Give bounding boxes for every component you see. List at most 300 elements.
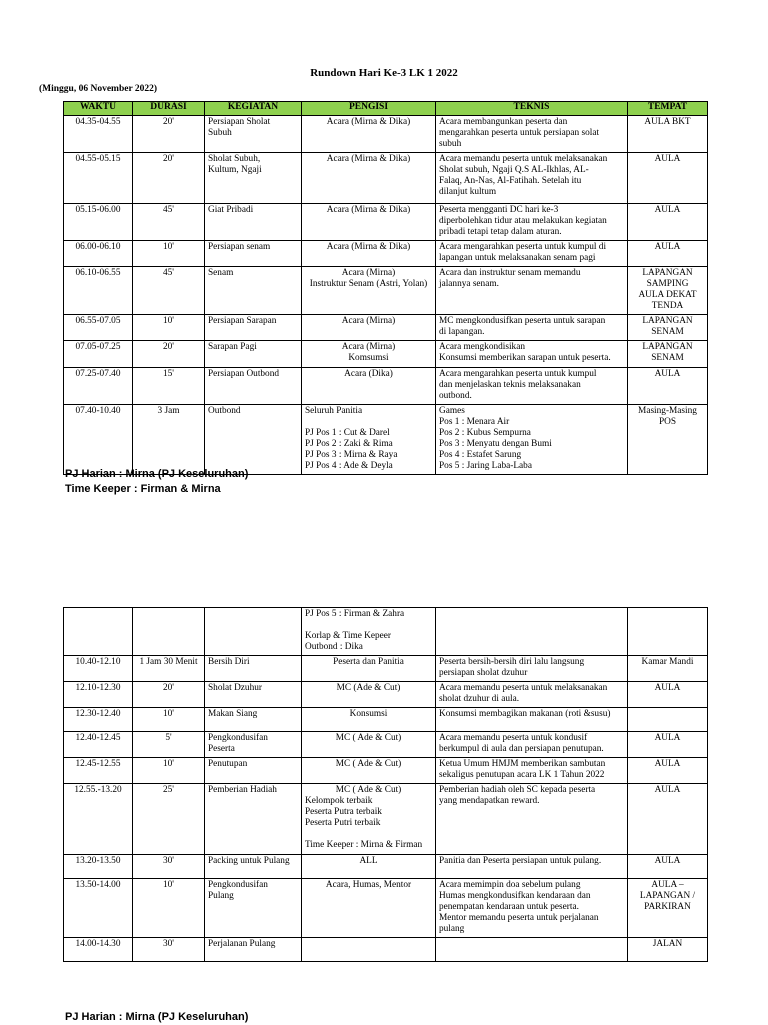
tempat-cell-line: AULA	[654, 205, 681, 215]
table-row	[64, 855, 708, 879]
kegiatan-cell	[205, 204, 302, 241]
teknis-cell	[436, 241, 628, 267]
kegiatan-cell-line: Sholat Dzuhur	[208, 683, 262, 693]
tempat-cell	[628, 608, 708, 656]
kegiatan-cell	[205, 315, 302, 341]
teknis-cell-line: sekaligus penutupan acara LK 1 Tahun 2022	[439, 770, 605, 780]
kegiatan-cell	[205, 855, 302, 879]
kegiatan-cell	[205, 241, 302, 267]
durasi-cell-text: 30'	[163, 939, 174, 949]
teknis-cell-line: Pemberian hadiah oleh SC kepada peserta	[439, 785, 596, 795]
teknis-cell-line: lapangan untuk melaksanakan senam pagi	[439, 253, 596, 263]
pengisi-cell-line: Acara (Mirna)	[341, 268, 396, 278]
kegiatan-cell	[205, 656, 302, 682]
pengisi-cell-line: MC ( Ade & Cut)	[335, 759, 402, 769]
teknis-cell-line: Humas mengkondusifkan kendaraan dan	[439, 891, 591, 901]
header-teknis: TEKNIS	[436, 102, 628, 116]
durasi-cell	[133, 608, 205, 656]
pengisi-cell-line: MC (Ade & Cut)	[336, 683, 401, 693]
tempat-cell	[628, 116, 708, 153]
teknis-cell-line: Sholat subuh, Ngaji Q.S AL-Ikhlas, AL-	[439, 165, 589, 175]
durasi-cell-text: 10'	[163, 880, 174, 890]
durasi-cell-text: 20'	[163, 154, 174, 164]
rundown-table-1	[63, 101, 708, 475]
durasi-cell	[133, 758, 205, 784]
pengisi-detail-line: PJ Pos 3 : Mirna & Raya	[305, 450, 398, 460]
kegiatan-cell	[205, 708, 302, 732]
tempat-cell	[628, 708, 708, 732]
teknis-cell-line: Ketua Umum HMJM memberikan sambutan	[439, 759, 606, 769]
durasi-cell-text: 15'	[163, 369, 174, 379]
pengisi-detail-line	[305, 417, 432, 428]
durasi-cell-text: 10'	[163, 316, 174, 326]
pengisi-cell-line: MC ( Ade & Cut)	[335, 733, 402, 743]
waktu-cell	[64, 116, 133, 153]
kegiatan-cell	[205, 608, 302, 656]
table-header-row	[64, 102, 708, 116]
tempat-cell-line: Kamar Mandi	[641, 657, 694, 667]
teknis-cell-line: persiapan sholat dzuhur	[439, 668, 528, 678]
header-waktu: WAKTU	[64, 102, 133, 116]
waktu-cell-text: 12.30-12.40	[75, 709, 121, 719]
kegiatan-cell	[205, 267, 302, 315]
waktu-cell-text: 06.55-07.05	[75, 316, 121, 326]
pengisi-cell-line: Peserta dan Panitia	[333, 657, 404, 667]
teknis-cell	[436, 204, 628, 241]
waktu-cell	[64, 855, 133, 879]
pengisi-cell	[302, 341, 436, 368]
durasi-cell-text: 5'	[165, 733, 172, 743]
tempat-cell-line: JALAN	[652, 939, 683, 949]
tempat-cell-line: AULA	[654, 785, 681, 795]
tempat-cell	[628, 855, 708, 879]
table-row	[64, 708, 708, 732]
durasi-cell-text: 30'	[163, 856, 174, 866]
teknis-cell-line: diperbolehkan tidur atau melakukan kegiatan	[439, 216, 607, 226]
teknis-cell-line: Pos 2 : Kubus Sempurna	[439, 428, 531, 438]
tempat-cell-line: AULA	[654, 759, 681, 769]
teknis-cell-line: Acara memandu peserta untuk melaksanakan	[439, 154, 608, 164]
tempat-cell-line: AULA	[654, 154, 681, 164]
tempat-cell	[628, 315, 708, 341]
pengisi-cell	[302, 116, 436, 153]
teknis-cell	[436, 758, 628, 784]
waktu-cell-text: 07.25-07.40	[75, 369, 121, 379]
pengisi-cell	[302, 682, 436, 708]
waktu-cell	[64, 405, 133, 475]
waktu-cell	[64, 732, 133, 758]
pengisi-cell	[302, 758, 436, 784]
teknis-cell	[436, 682, 628, 708]
time-keeper-label: Time Keeper : Firman & Mirna	[65, 483, 221, 495]
kegiatan-cell-line: Pengkondusifan	[208, 880, 268, 890]
durasi-cell	[133, 368, 205, 405]
waktu-cell	[64, 879, 133, 938]
waktu-cell	[64, 758, 133, 784]
tempat-cell	[628, 241, 708, 267]
table-row	[64, 758, 708, 784]
tempat-cell-line: AULA –	[651, 880, 684, 890]
kegiatan-cell-line: Outbond	[208, 406, 241, 416]
kegiatan-cell-line: Packing untuk Pulang	[208, 856, 290, 866]
kegiatan-cell-line: Kultum, Ngaji	[208, 165, 262, 175]
tempat-cell-line: AULA DEKAT	[638, 290, 697, 300]
durasi-cell	[133, 732, 205, 758]
kegiatan-cell-line: Bersih Diri	[208, 657, 250, 667]
table-row	[64, 879, 708, 938]
durasi-cell-text: 45'	[163, 268, 174, 278]
durasi-cell-text: 20'	[163, 342, 174, 352]
teknis-cell-line: outbond.	[439, 391, 472, 401]
pengisi-detail-line	[305, 620, 432, 631]
durasi-cell	[133, 682, 205, 708]
pj-block-1	[65, 467, 248, 497]
tempat-cell	[628, 368, 708, 405]
teknis-cell-line: pribadi tetapi tetap dalam aturan.	[439, 227, 562, 237]
waktu-cell-text: 12.40-12.45	[75, 733, 121, 743]
tempat-cell-line: AULA	[654, 369, 681, 379]
teknis-cell-line: dan menjelaskan teknis melaksanakan	[439, 380, 581, 390]
kegiatan-cell-line: Perjalanan Pulang	[208, 939, 276, 949]
teknis-cell-line: Acara mengarahkan peserta untuk kumpul di	[439, 242, 607, 252]
teknis-cell-line: Pos 4 : Estafet Sarung	[439, 450, 522, 460]
table-row	[64, 656, 708, 682]
waktu-cell	[64, 241, 133, 267]
waktu-cell	[64, 341, 133, 368]
tempat-cell	[628, 153, 708, 204]
teknis-cell-line: sholat dzuhur di aula.	[439, 694, 520, 704]
tempat-cell-line: PARKIRAN	[644, 902, 691, 912]
pengisi-cell-line: Konsumsi	[349, 709, 388, 719]
durasi-cell	[133, 204, 205, 241]
waktu-cell	[64, 153, 133, 204]
pengisi-cell-line: MC ( Ade & Cut)	[335, 785, 402, 795]
tempat-cell-line: POS	[658, 417, 677, 427]
waktu-cell-text: 12.10-12.30	[75, 683, 121, 693]
kegiatan-cell	[205, 368, 302, 405]
teknis-cell-line: pulang	[439, 924, 465, 934]
tempat-cell-line: SENAM	[651, 353, 684, 363]
teknis-cell-line: Konsumsi membagikan makanan (roti &susu)	[439, 709, 611, 719]
tempat-cell-line: SENAM	[651, 327, 684, 337]
header-kegiatan: KEGIATAN	[205, 102, 302, 116]
pengisi-cell	[302, 608, 436, 656]
kegiatan-cell	[205, 879, 302, 938]
waktu-cell-text: 12.55.-13.20	[74, 785, 122, 795]
waktu-cell	[64, 656, 133, 682]
table-row	[64, 204, 708, 241]
pengisi-detail-line: PJ Pos 5 : Firman & Zahra	[305, 609, 405, 619]
teknis-cell-line: Acara dan instruktur senam memandu	[439, 268, 581, 278]
tempat-cell-line: LAPANGAN	[642, 316, 693, 326]
tempat-cell-line: AULA	[654, 733, 681, 743]
teknis-cell-line: penempatan kendaraan untuk peserta.	[439, 902, 579, 912]
teknis-cell-line: jalannya senam.	[439, 279, 499, 289]
teknis-cell-line: berkumpul di aula dan persiapan penutupan.	[439, 744, 604, 754]
header-tempat: TEMPAT	[628, 102, 708, 116]
teknis-cell	[436, 608, 628, 656]
pengisi-detail-line: Korlap & Time Kepeer	[305, 631, 391, 641]
durasi-cell-text: 10'	[163, 709, 174, 719]
kegiatan-cell	[205, 784, 302, 855]
table-row	[64, 608, 708, 656]
pengisi-cell	[302, 708, 436, 732]
durasi-cell	[133, 855, 205, 879]
waktu-cell	[64, 938, 133, 962]
table-row	[64, 241, 708, 267]
durasi-cell	[133, 315, 205, 341]
kegiatan-cell-line: Sholat Subuh,	[208, 154, 261, 164]
teknis-cell-line: Games	[439, 406, 465, 416]
teknis-cell	[436, 315, 628, 341]
pengisi-detail-line	[305, 829, 432, 840]
pengisi-cell-line: Acara (Mirna)	[341, 316, 396, 326]
table-row	[64, 153, 708, 204]
durasi-cell-text: 10'	[163, 242, 174, 252]
teknis-cell	[436, 938, 628, 962]
header-pengisi: PENGISI	[302, 102, 436, 116]
pengisi-detail-line: Outbond : Dika	[305, 642, 363, 652]
durasi-cell-text: 25'	[163, 785, 174, 795]
document-title: Rundown Hari Ke-3 LK 1 2022	[310, 67, 458, 79]
kegiatan-cell-line: Persiapan senam	[208, 242, 271, 252]
pengisi-cell-line: Acara (Mirna & Dika)	[326, 205, 411, 215]
kegiatan-cell-line: Giat Pribadi	[208, 205, 254, 215]
pengisi-cell-line: Acara (Mirna)	[341, 342, 396, 352]
durasi-cell	[133, 938, 205, 962]
durasi-cell	[133, 341, 205, 368]
teknis-cell	[436, 855, 628, 879]
teknis-cell	[436, 153, 628, 204]
teknis-cell-line: di lapangan.	[439, 327, 485, 337]
pengisi-cell-line: ALL	[359, 856, 378, 866]
tempat-cell-line: LAPANGAN /	[639, 891, 696, 901]
pj-block-2	[65, 1010, 248, 1025]
waktu-cell-text: 13.20-13.50	[75, 856, 121, 866]
pengisi-cell-line: Acara, Humas, Mentor	[325, 880, 412, 890]
rundown-table-2	[63, 607, 708, 962]
waktu-cell-text: 06.00-06.10	[75, 242, 121, 252]
durasi-cell-text: 10'	[163, 759, 174, 769]
teknis-cell	[436, 267, 628, 315]
waktu-cell-text: 14.00-14.30	[75, 939, 121, 949]
pengisi-detail-line: Seluruh Panitia	[305, 406, 363, 416]
durasi-cell	[133, 879, 205, 938]
tempat-cell-line: AULA BKT	[644, 117, 691, 127]
waktu-cell-text: 07.05-07.25	[75, 342, 121, 352]
waktu-cell-text: 07.40-10.40	[75, 406, 121, 416]
waktu-cell	[64, 204, 133, 241]
durasi-cell-text: 1 Jam 30 Menit	[139, 657, 198, 667]
kegiatan-cell-line: Penutupan	[208, 759, 248, 769]
table-row	[64, 315, 708, 341]
teknis-cell-line: subuh	[439, 139, 462, 149]
pj-harian-label-2: PJ Harian : Mirna (PJ Keseluruhan)	[65, 1011, 249, 1023]
kegiatan-cell-line: Subuh	[208, 128, 232, 138]
kegiatan-cell-line: Sarapan Pagi	[208, 342, 257, 352]
teknis-cell-line: Pos 1 : Menara Air	[439, 417, 510, 427]
kegiatan-cell-line: Pemberian Hadiah	[208, 785, 277, 795]
kegiatan-cell-line: Senam	[208, 268, 234, 278]
tempat-cell-line: AULA	[654, 856, 681, 866]
table-row	[64, 732, 708, 758]
waktu-cell-text: 05.15-06.00	[75, 205, 121, 215]
durasi-cell	[133, 656, 205, 682]
teknis-cell-line: Panitia dan Peserta persiapan untuk pulang.	[439, 856, 602, 866]
tempat-cell	[628, 879, 708, 938]
table-row	[64, 267, 708, 315]
pengisi-cell	[302, 204, 436, 241]
tempat-cell-line: SAMPING	[646, 279, 689, 289]
waktu-cell-text: 04.35-04.55	[75, 117, 121, 127]
table-row	[64, 116, 708, 153]
tempat-cell	[628, 758, 708, 784]
teknis-cell-line: Acara mengkondisikan	[439, 342, 525, 352]
kegiatan-cell-line: Persiapan Sholat	[208, 117, 271, 127]
pengisi-cell	[302, 656, 436, 682]
pengisi-detail-line: Kelompok terbaik	[305, 796, 373, 806]
pengisi-detail-line: Time Keeper : Mirna & Firman	[305, 840, 423, 850]
kegiatan-cell	[205, 153, 302, 204]
kegiatan-cell-line: Persiapan Sarapan	[208, 316, 277, 326]
teknis-cell-line: Pos 3 : Menyatu dengan Bumi	[439, 439, 552, 449]
waktu-cell	[64, 315, 133, 341]
durasi-cell	[133, 708, 205, 732]
kegiatan-cell-line: Makan Siang	[208, 709, 258, 719]
kegiatan-cell-line: Pengkondusifan	[208, 733, 268, 743]
teknis-cell	[436, 116, 628, 153]
teknis-cell-line: Konsumsi memberikan sarapan untuk peserta.	[439, 353, 611, 363]
teknis-cell-line: Pos 5 : Jaring Laba-Laba	[439, 461, 532, 471]
table-row	[64, 368, 708, 405]
tempat-cell-line: AULA	[654, 683, 681, 693]
pengisi-cell	[302, 153, 436, 204]
kegiatan-cell	[205, 758, 302, 784]
tempat-cell-line: AULA	[654, 242, 681, 252]
pengisi-cell	[302, 368, 436, 405]
header-durasi: DURASI	[133, 102, 205, 116]
tempat-cell-line: LAPANGAN	[642, 342, 693, 352]
waktu-cell-text: 13.50-14.00	[75, 880, 121, 890]
tempat-cell	[628, 938, 708, 962]
pengisi-cell	[302, 855, 436, 879]
pengisi-cell	[302, 267, 436, 315]
teknis-cell	[436, 708, 628, 732]
teknis-cell-line: MC mengkondusifkan peserta untuk sarapan	[439, 316, 606, 326]
table-row	[64, 682, 708, 708]
kegiatan-cell-line: Peserta	[208, 744, 235, 754]
durasi-cell	[133, 784, 205, 855]
durasi-cell	[133, 267, 205, 315]
pengisi-cell-line: Instruktur Senam (Astri, Yolan)	[309, 279, 428, 289]
pengisi-cell	[302, 241, 436, 267]
table-row	[64, 784, 708, 855]
teknis-cell	[436, 656, 628, 682]
tempat-cell-line: LAPANGAN	[642, 268, 693, 278]
teknis-cell-line: Peserta bersih-bersih diri lalu langsung	[439, 657, 585, 667]
durasi-cell-text: 20'	[163, 683, 174, 693]
tempat-cell	[628, 732, 708, 758]
durasi-cell	[133, 153, 205, 204]
teknis-cell	[436, 784, 628, 855]
kegiatan-cell-line: Pulang	[208, 891, 234, 901]
pengisi-cell	[302, 938, 436, 962]
kegiatan-cell	[205, 682, 302, 708]
waktu-cell-text: 10.40-12.10	[75, 657, 121, 667]
teknis-cell-line: yang mendapatkan reward.	[439, 796, 540, 806]
pengisi-detail-line: PJ Pos 2 : Zaki & Rima	[305, 439, 393, 449]
waktu-cell-text: 04.55-05.15	[75, 154, 121, 164]
teknis-cell-line: mengarahkan peserta untuk persiapan solat	[439, 128, 600, 138]
teknis-cell-line: dilanjut kultum	[439, 187, 497, 197]
table-row	[64, 938, 708, 962]
kegiatan-cell	[205, 732, 302, 758]
kegiatan-cell	[205, 938, 302, 962]
tempat-cell	[628, 267, 708, 315]
waktu-cell	[64, 708, 133, 732]
waktu-cell-text: 12.45-12.55	[75, 759, 121, 769]
pengisi-cell-line: Acara (Mirna & Dika)	[326, 154, 411, 164]
teknis-cell-line: Acara memimpin doa sebelum pulang	[439, 880, 581, 890]
pengisi-cell-line: Acara (Mirna & Dika)	[326, 117, 411, 127]
teknis-cell-line: Falaq, An-Nas, Al-Fatihah. Setelah itu	[439, 176, 582, 186]
waktu-cell	[64, 608, 133, 656]
teknis-cell	[436, 732, 628, 758]
kegiatan-cell-line: Persiapan Outbond	[208, 369, 280, 379]
pengisi-cell	[302, 405, 436, 475]
teknis-cell	[436, 368, 628, 405]
document-date: (Minggu, 06 November 2022)	[39, 84, 158, 94]
teknis-cell	[436, 341, 628, 368]
tempat-cell-line: Masing-Masing	[638, 406, 697, 416]
tempat-cell	[628, 405, 708, 475]
waktu-cell	[64, 784, 133, 855]
teknis-cell	[436, 879, 628, 938]
pengisi-cell-line: Acara (Mirna & Dika)	[326, 242, 411, 252]
durasi-cell-text: 3 Jam	[157, 406, 180, 416]
tempat-cell	[628, 656, 708, 682]
tempat-cell	[628, 341, 708, 368]
pengisi-detail-line: PJ Pos 1 : Cut & Darel	[305, 428, 390, 438]
tempat-cell	[628, 204, 708, 241]
pengisi-detail-line: Peserta Putri terbaik	[305, 818, 381, 828]
pengisi-cell	[302, 784, 436, 855]
durasi-cell	[133, 241, 205, 267]
pj-harian-label: PJ Harian : Mirna (PJ Keseluruhan)	[65, 468, 249, 480]
teknis-cell-line: Peserta mengganti DC hari ke-3	[439, 205, 559, 215]
waktu-cell-text: 06.10-06.55	[75, 268, 121, 278]
durasi-cell-text: 45'	[163, 205, 174, 215]
teknis-cell-line: Mentor memandu peserta untuk perjalanan	[439, 913, 599, 923]
pengisi-detail-line: PJ Pos 4 : Ade & Deyla	[305, 461, 393, 471]
pengisi-cell-line: Acara (Dika)	[344, 369, 393, 379]
pengisi-cell	[302, 315, 436, 341]
kegiatan-cell	[205, 405, 302, 475]
waktu-cell	[64, 368, 133, 405]
waktu-cell	[64, 682, 133, 708]
pengisi-detail-line: Peserta Putra terbaik	[305, 807, 382, 817]
tempat-cell	[628, 682, 708, 708]
kegiatan-cell	[205, 341, 302, 368]
table-row	[64, 405, 708, 475]
tempat-cell	[628, 784, 708, 855]
teknis-cell-line: Acara membangunkan peserta dan	[439, 117, 568, 127]
teknis-cell	[436, 405, 628, 475]
kegiatan-cell	[205, 116, 302, 153]
durasi-cell-text: 20'	[163, 117, 174, 127]
pengisi-cell-line: Komsumsi	[348, 353, 389, 363]
pengisi-cell	[302, 732, 436, 758]
